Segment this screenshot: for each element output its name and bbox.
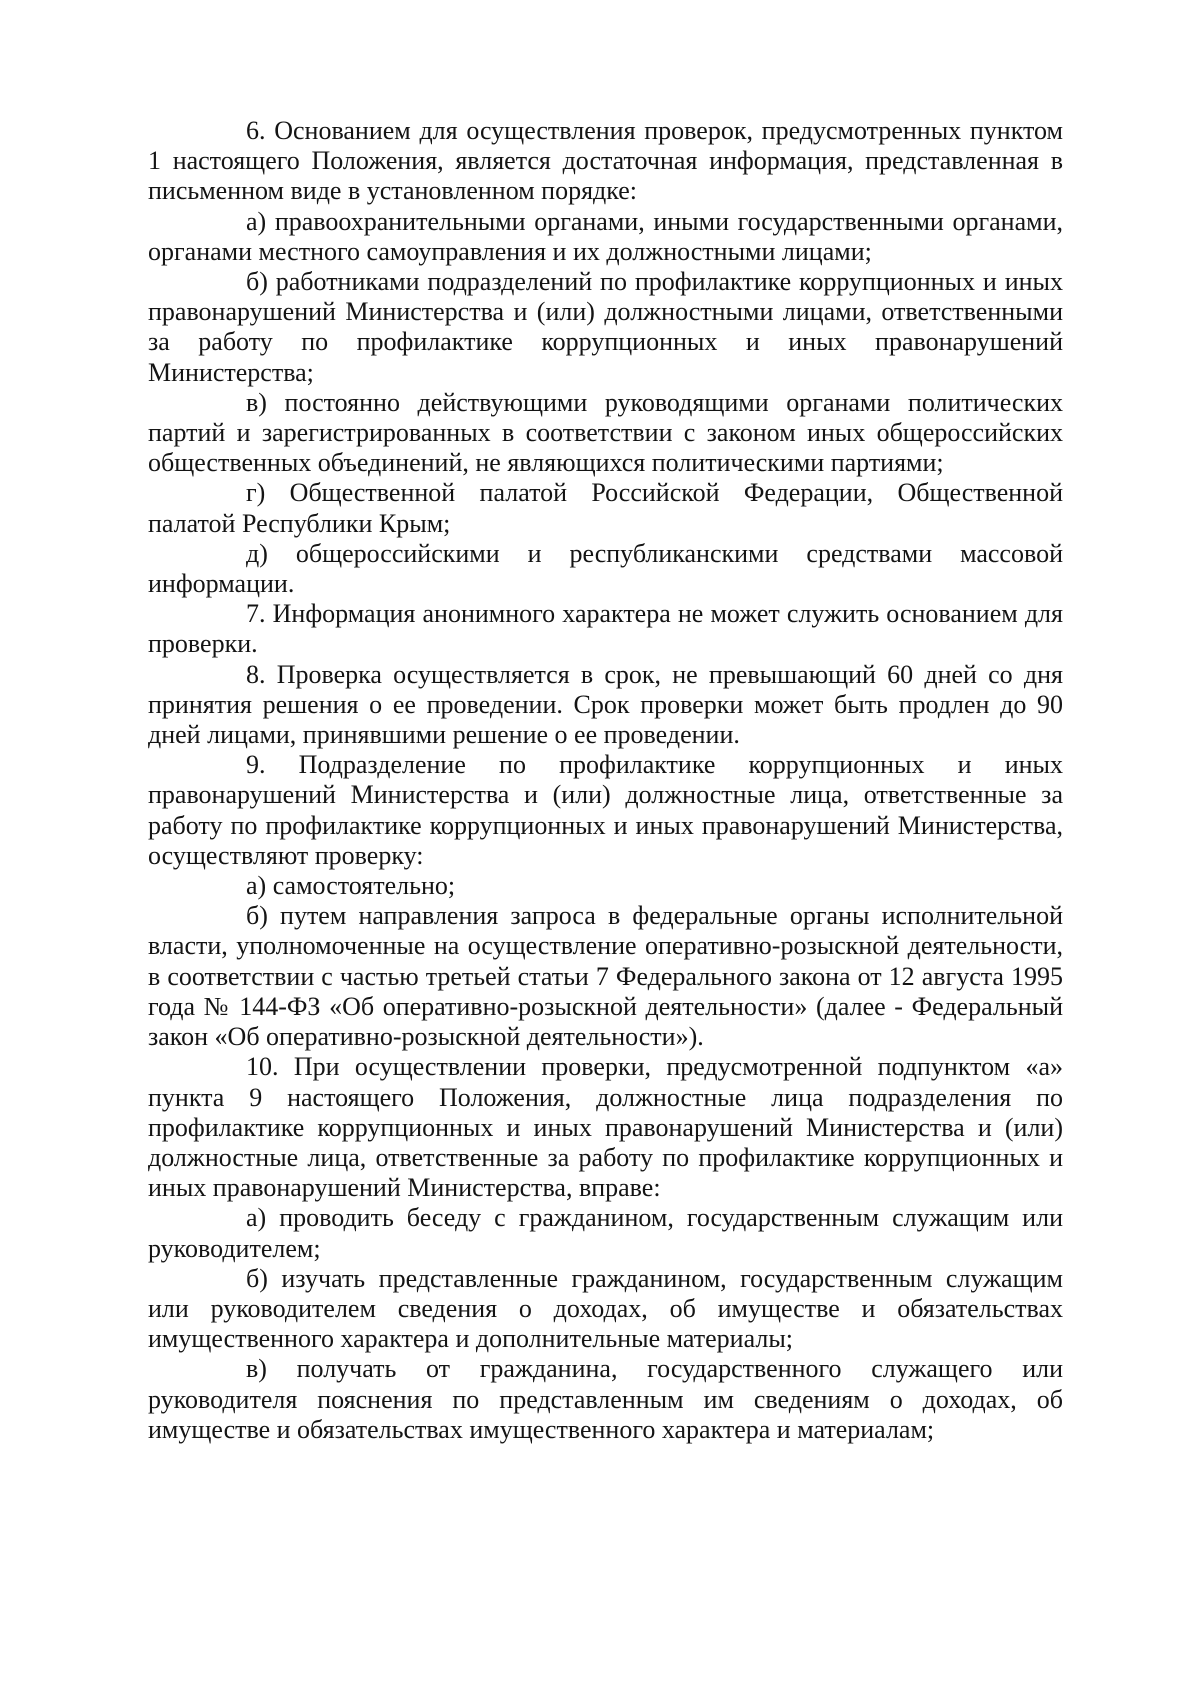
paragraph-10b: б) изучать представленные гражданином, государственным служащим или руководителем сведения о доходах, об имуществе и обязательствах имущественного характера и дополнительные материалы; bbox=[148, 1263, 1063, 1354]
paragraph-9: 9. Подразделение по профилактике коррупционных и иных правонарушений Министерства и (или) должностные лица, ответственные за работу по профилактике коррупционных и иных правонарушений Министерства, осуществляют проверку: bbox=[148, 750, 1063, 870]
paragraph-7: 7. Информация анонимного характера не может служить основанием для проверки. bbox=[148, 599, 1063, 659]
paragraph-9a: а) самостоятельно; bbox=[246, 871, 456, 901]
paragraph-6d: д) общероссийскими и республиканскими средствами массовой информации. bbox=[148, 538, 1063, 599]
paragraph-10v: в) получать от гражданина, государственного служащего или руководителя пояснения по представленным им сведениям о доходах, об имуществе и обязательствах имущественного характера и материалам; bbox=[148, 1354, 1063, 1444]
paragraph-6b: б) работниками подразделений по профилактике коррупционных и иных правонарушений Министерства и (или) должностными лицами, ответственными за работу по профилактике коррупционных и иных правонарушений Министерства; bbox=[148, 267, 1063, 387]
paragraph-9b: б) путем направления запроса в федеральные органы исполнительной власти, уполномоченные на осуществление оперативно-розыскной деятельности, в соответствии с частью третьей статьи 7 Федерального закона от 12 августа 1995 года № 144-ФЗ «Об оперативно-розыскной деятельности» (далее - Федеральный закон «Об оперативно-розыскной деятельности»). bbox=[148, 901, 1063, 1052]
document-body bbox=[148, 116, 1063, 1445]
paragraph-6g: г) Общественной палатой Российской Федерации, Общественной палатой Республики Крым; bbox=[148, 478, 1063, 538]
paragraph-6v: в) постоянно действующими руководящими органами политических партий и зарегистрированных в соответствии с законом иных общероссийских общественных объединений, не являющихся политическими партиями; bbox=[148, 387, 1063, 478]
paragraph-10a: а) проводить беседу с гражданином, государственным служащим или руководителем; bbox=[148, 1203, 1063, 1263]
paragraph-10: 10. При осуществлении проверки, предусмотренной подпунктом «а» пункта 9 настоящего Положения, должностные лица подразделения по профилактике коррупционных и иных правонарушений Министерства и (или) должностные лица, ответственные за работу по профилактике коррупционных и иных правонарушений Министерства, вправе: bbox=[148, 1052, 1063, 1203]
paragraph-6: 6. Основанием для осуществления проверок, предусмотренных пунктом 1 настоящего Положения, является достаточная информация, представленная в письменном виде в установленном порядке: bbox=[148, 116, 1063, 206]
paragraph-8: 8. Проверка осуществляется в срок, не превышающий 60 дней со дня принятия решения о ее проведении. Срок проверки может быть продлен до 90 дней лицами, принявшими решение о ее проведении. bbox=[148, 659, 1063, 750]
paragraph-6a: а) правоохранительными органами, иными государственными органами, органами местного самоуправления и их должностными лицами; bbox=[148, 206, 1063, 266]
